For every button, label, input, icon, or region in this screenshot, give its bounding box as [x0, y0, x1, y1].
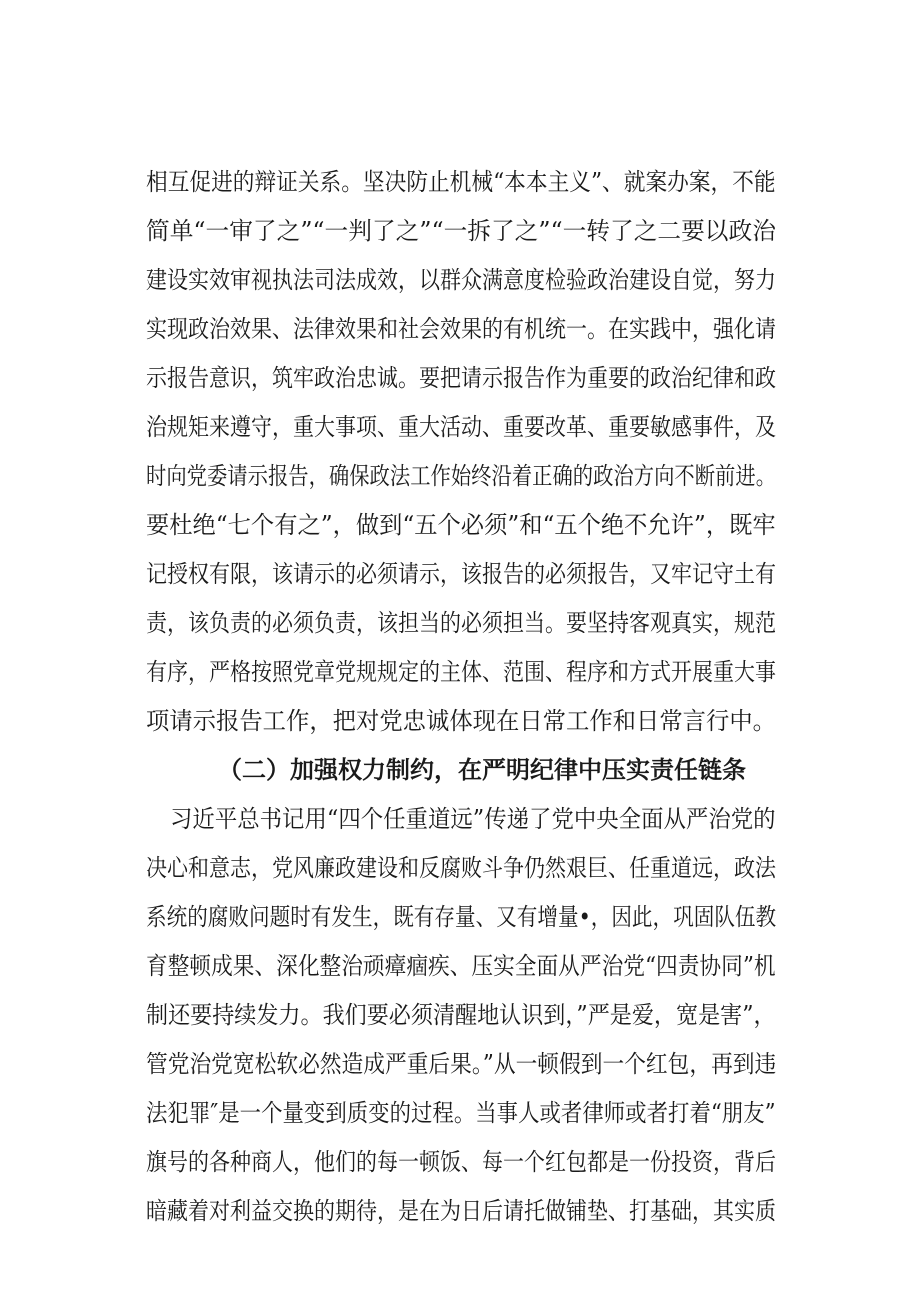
paragraph-line: 决心和意志，党风廉政建设和反腐败斗争仍然艰巨、任重道远，政法	[146, 854, 776, 882]
paragraph-line: 系统的腐败问题时有发生，既有存量、又有增量•，因此，巩固队伍教	[146, 903, 777, 931]
paragraph-line: 时向党委请示报告，确保政法工作始终沿着正确的政治方向不断前进。	[146, 462, 777, 490]
paragraph-line: 法犯罪″是一个量变到质变的过程。当事人或者律师或者打着“朋友”	[146, 1099, 776, 1127]
paragraph-line: 管党治党宽松软必然造成严重后果。”从一顿假到一个红包，再到违	[146, 1050, 777, 1078]
paragraph-line: 相互促进的辩证关系。坚决防止机械“本本主义”、就案办案，不能	[146, 168, 776, 196]
paragraph-line: 旗号的各种商人，他们的每一顿饭、每一个红包都是一份投资，背后	[146, 1148, 776, 1176]
paragraph-line: 习近平总书记用“四个任重道远”传递了党中央全面从严治党的	[170, 805, 776, 833]
paragraph-line: 简单“一审了之”“一判了之”“一拆了之”“一转了之二要以政治	[146, 217, 776, 245]
section-heading: （二）加强权力制约，在严明纪律中压实责任链条	[218, 756, 746, 784]
paragraph-line: 暗藏着对利益交换的期待，是在为日后请托做铺垫、打基础，其实质	[146, 1197, 776, 1225]
paragraph-line: 实现政治效果、法律效果和社会效果的有机统一。在实践中，强化请	[146, 315, 776, 343]
paragraph-line: 项请示报告工作，把对党忠诚体现在日常工作和日常言行中。	[146, 707, 776, 735]
paragraph-line: 示报告意识，筑牢政治忠诚。要把请示报告作为重要的政治纪律和政	[146, 364, 776, 392]
paragraph-line: 建设实效审视执法司法成效，以群众满意度检验政治建设自觉，努力	[146, 266, 776, 294]
paragraph-line: 育整顿成果、深化整治顽瘴痼疾、压实全面从严治党“四责协同”机	[146, 952, 776, 980]
paragraph-line: 要杜绝“七个有之”，做到“五个必须”和“五个绝不允许”，既牢	[146, 511, 776, 539]
paragraph-line: 制还要持续发力。我们要必须清醒地认识到，”严是爱，宽是害”，	[146, 1001, 776, 1029]
paragraph-line: 责，该负责的必须负责，该担当的必须担当。要坚持客观真实，规范	[146, 609, 776, 637]
paragraph-line: 治规矩来遵守，重大事项、重大活动、重要改革、重要敏感事件，及	[146, 413, 776, 441]
paragraph-line: 记授权有限，该请示的必须请示，该报告的必须报告，又牢记守土有	[146, 560, 776, 588]
paragraph-line: 有序，严格按照党章党规规定的主体、范围、程序和方式开展重大事	[146, 658, 776, 686]
